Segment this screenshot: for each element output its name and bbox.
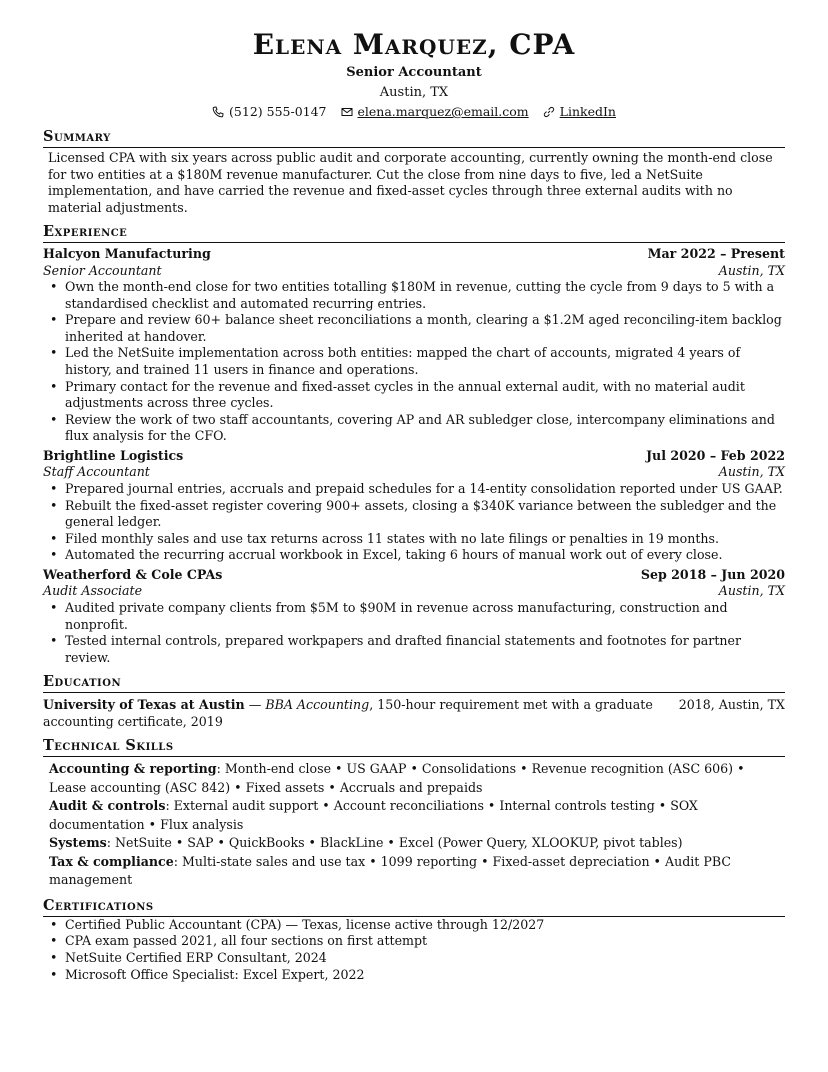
contact-email[interactable] <box>341 103 529 121</box>
list-item: • Tested internal controls, prepared workpapers and drafted financial statements and footnotes for partner review. <box>43 633 785 666</box>
job-company: Weatherford & Cole CPAs <box>43 566 223 582</box>
education-separator: — <box>244 697 266 713</box>
education-school: University of Texas at Austin <box>43 697 245 713</box>
candidate-name: Elena Marquez, CPA <box>252 28 576 61</box>
education-detail <box>43 697 653 730</box>
list-item: • Automated the recurring accrual workbook in Excel, taking 6 hours of manual work out of every close. <box>43 547 785 564</box>
job-location: Austin, TX <box>718 262 785 278</box>
job-entry <box>43 448 785 564</box>
skill-values: : Multi-state sales and use tax • 1099 reporting • Fixed-asset depreciation • Audit PBC management <box>49 853 731 888</box>
skill-values: : Month-end close • US GAAP • Consolidations • Revenue recognition (ASC 606) • Lease accounting (ASC 842) • Fixed assets • Accruals and prepaids <box>49 761 745 795</box>
job-entry <box>43 567 785 666</box>
job-role: Audit Associate <box>43 583 143 599</box>
contact-linkedin[interactable] <box>543 103 616 121</box>
list-item: • Review the work of two staff accountants, covering AP and AR subledger close, intercompany eliminations and flux analysis for the CFO. <box>43 412 785 445</box>
skill-label: Systems <box>49 835 107 851</box>
certifications-list <box>43 917 785 983</box>
skill-group <box>49 760 785 797</box>
job-subheader <box>43 464 785 481</box>
list-item: • CPA exam passed 2021, all four sections on first attempt <box>43 933 785 950</box>
envelope-icon <box>341 106 353 118</box>
skill-values: : NetSuite • SAP • QuickBooks • BlackLine • Excel (Power Query, XLOOKUP, pivot tables) <box>106 835 683 851</box>
experience-heading: Experience <box>43 223 785 243</box>
candidate-location: Austin, TX <box>379 85 449 100</box>
job-location: Austin, TX <box>718 583 785 599</box>
list-item: • Certified Public Accountant (CPA) — Texas, license active through 12/2027 <box>43 917 785 934</box>
job-header <box>43 567 785 584</box>
list-item: • Audited private company clients from $5M to $90M in revenue across manufacturing, construction and nonprofit. <box>43 600 785 633</box>
job-subheader <box>43 263 785 280</box>
education-note: , 150-hour requirement met with a graduate accounting certificate, 2019 <box>43 697 653 729</box>
skills-heading: Technical Skills <box>43 737 785 757</box>
job-company: Halcyon Manufacturing <box>43 246 211 261</box>
email-link[interactable]: elena.marquez@email.com <box>357 104 529 119</box>
list-item: • Prepared journal entries, accruals and prepaid schedules for a 14-entity consolidation reported under US GAAP. <box>43 481 785 498</box>
education-date-location: 2018, Austin, TX <box>678 697 785 713</box>
list-item: • Microsoft Office Specialist: Excel Expert, 2022 <box>43 967 785 984</box>
job-dates: Jul 2020 – Feb 2022 <box>646 447 785 463</box>
education-heading: Education <box>43 673 785 693</box>
job-bullets <box>43 600 785 666</box>
summary-text: Licensed CPA with six years across public audit and corporate accounting, currently owning the month-end close for two entities at a $180M revenue manufacturer. Cut the close from nine days to five, led a NetSuite implementation, and have carried the revenue and fixed-asset cycles through three external audits with no material adjustments. <box>48 150 773 215</box>
link-icon <box>543 106 555 118</box>
certifications-heading: Certifications <box>43 897 785 917</box>
education-degree: BBA Accounting <box>265 697 370 713</box>
job-header <box>43 448 785 465</box>
education-entry <box>43 697 785 730</box>
skill-values: : External audit support • Account reconciliations • Internal controls testing • SOX documentation • Flux analysis <box>49 798 698 832</box>
contact-phone <box>212 103 326 121</box>
job-bullets <box>43 481 785 564</box>
job-location: Austin, TX <box>718 464 785 480</box>
job-entry <box>43 246 785 445</box>
skill-label: Audit & controls <box>49 798 166 814</box>
job-bullets <box>43 279 785 445</box>
list-item: • Prepare and review 60+ balance sheet reconciliations a month, clearing a $1.2M aged reconciling-item backlog inherited at handover. <box>43 312 785 345</box>
job-dates: Sep 2018 – Jun 2020 <box>640 566 785 582</box>
candidate-title: Senior Accountant <box>346 65 482 80</box>
skill-group <box>49 834 785 853</box>
skill-label: Accounting & reporting <box>49 761 217 777</box>
job-dates: Mar 2022 – Present <box>647 246 785 261</box>
job-company: Brightline Logistics <box>43 447 184 463</box>
skill-group <box>49 797 785 834</box>
job-header <box>43 246 785 263</box>
job-role: Senior Accountant <box>43 262 162 278</box>
list-item: • NetSuite Certified ERP Consultant, 2024 <box>43 950 785 967</box>
linkedin-link[interactable]: LinkedIn <box>559 104 616 119</box>
phone-number: (512) 555-0147 <box>229 104 327 119</box>
summary-heading: Summary <box>43 128 785 148</box>
list-item: • Led the NetSuite implementation across both entities: mapped the chart of accounts, migrated 4 years of history, and trained 11 users in finance and operations. <box>43 345 785 378</box>
job-role: Staff Accountant <box>43 464 150 480</box>
phone-icon <box>212 106 224 118</box>
skills-list <box>43 760 785 890</box>
list-item: • Own the month-end close for two entities totalling $180M in revenue, cutting the cycle from 9 days to 5 with a standardised checklist and automated recurring entries. <box>43 279 785 312</box>
contact-line <box>43 103 785 121</box>
skill-label: Tax & compliance <box>49 853 174 869</box>
list-item: • Filed monthly sales and use tax returns across 11 states with no late filings or penalties in 19 months. <box>43 531 785 548</box>
job-subheader <box>43 583 785 600</box>
skill-group <box>49 853 785 890</box>
list-item: • Rebuilt the fixed-asset register covering 900+ assets, closing a $340K variance between the subledger and the general ledger. <box>43 498 785 531</box>
list-item: • Primary contact for the revenue and fixed-asset cycles in the annual external audit, with no material audit adjustments across three cycles. <box>43 379 785 412</box>
